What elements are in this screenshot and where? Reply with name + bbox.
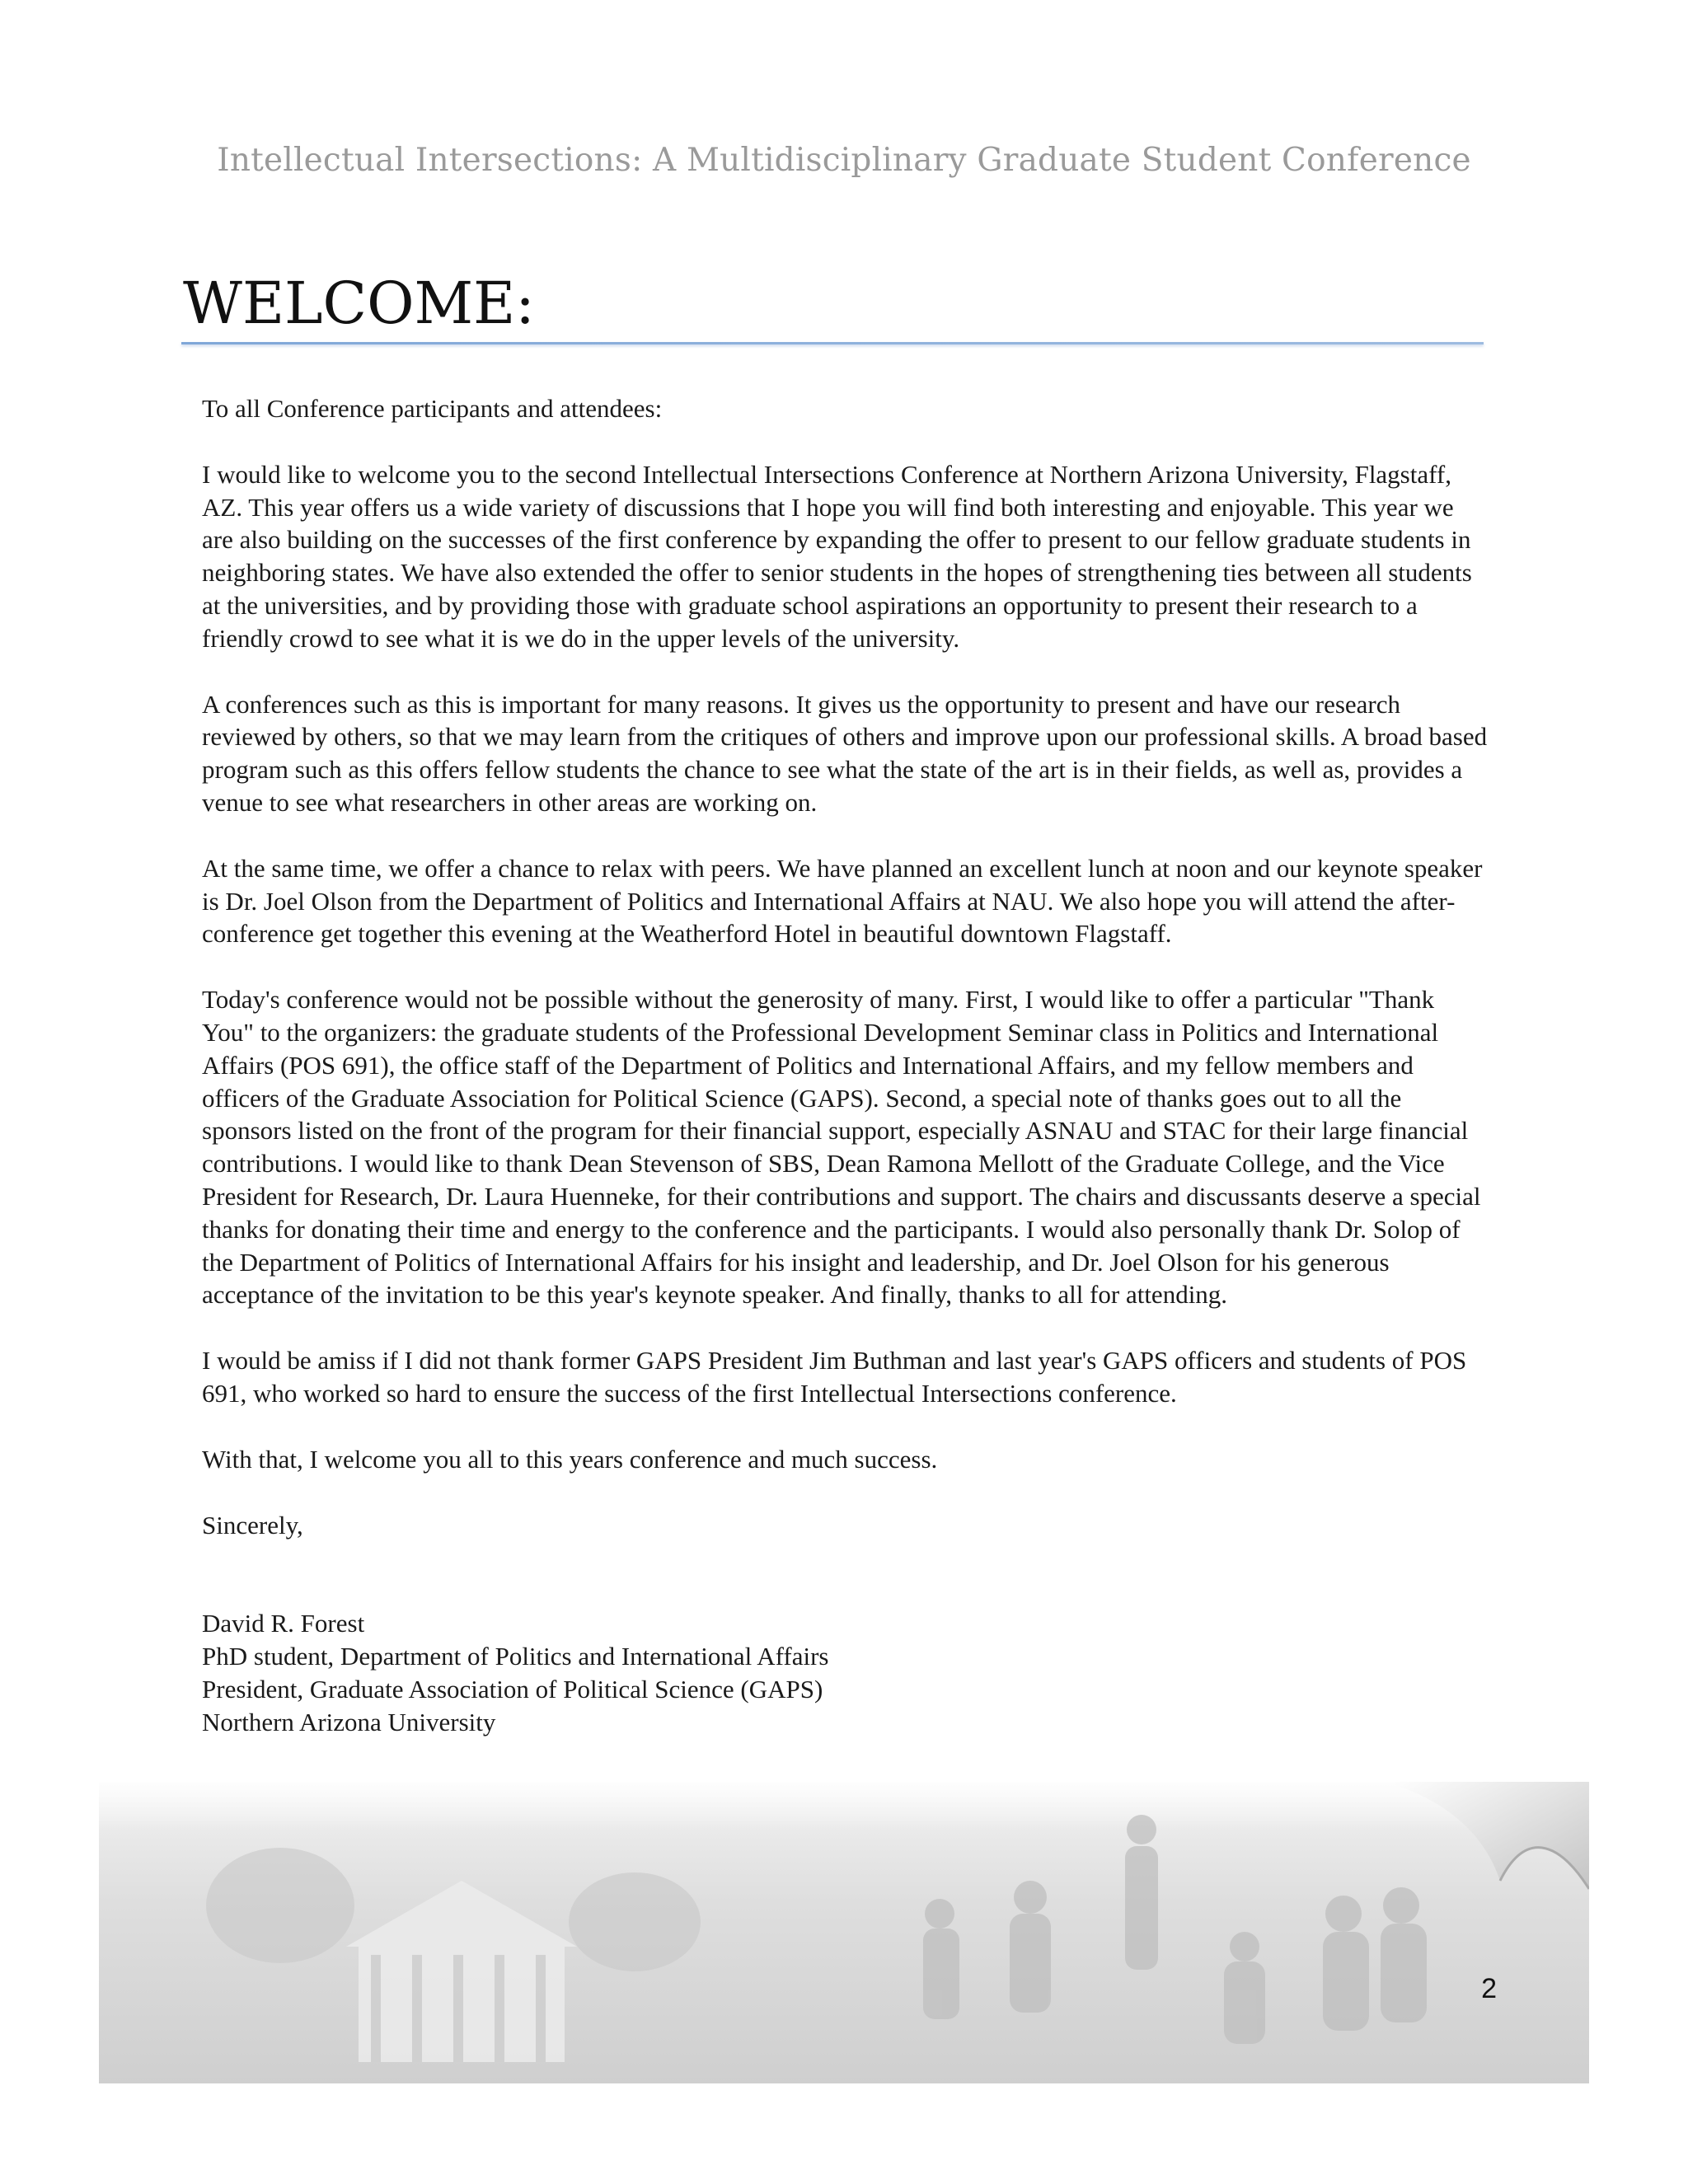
footer-decoration (99, 1782, 1589, 2083)
signature-title: PhD student, Department of Politics and International Affairs (202, 1642, 829, 1671)
letter-closing: Sincerely, (202, 1510, 303, 1540)
letter-paragraph: With that, I welcome you all to this years conference and much success. (202, 1444, 938, 1474)
signature-affiliation: Northern Arizona University (202, 1707, 496, 1736)
footer-photo-band (99, 1782, 1589, 2083)
letter-paragraph: I would be amiss if I did not thank former GAPS President Jim Buthman and last year's GAPS officers and students of POS 691, who worked so hard to ensure the success of the first Intellectual Intersections conference. (202, 1346, 1467, 1408)
letter-paragraph: Today's conference would not be possible without the generosity of many. First, I would like to offer a particular "Thank You" to the organizers: the graduate students of the Professional Development Seminar class in Politics and International Affairs (POS 691), the office staff of the Department of Politics and International Affairs, and my fellow members and officers of the Graduate Association for Political Science (GAPS). Second, a special note of thanks goes out to all the sponsors listed on the front of the program for their financial support, especially ASNAU and STAC for their large financial contributions. I would like to thank Dean Stevenson of SBS, Dean Ramona Mellott of the Graduate College, and the Vice President for Research, Dr. Laura Huenneke, for their contributions and support. The chairs and discussants deserve a special thanks for donating their time and energy to the conference and the participants. I would also personally thank Dr. Solop of the Department of Politics of International Affairs for his insight and leadership, and Dr. Joel Olson for his generous acceptance of the invitation to be this year's keynote speaker. And finally, thanks to all for attending. (202, 985, 1481, 1310)
letter-paragraph: I would like to welcome you to the second Intellectual Intersections Conference at Northern Arizona University, Flagstaff, AZ. This year offers us a wide variety of discussions that I hope you will find both interesting and enjoyable. This year we are also building on the successes of the first conference by expanding the offer to present to our fellow graduate students in neighboring states. We have also extended the offer to senior students in the hopes of strengthening ties between all students at the universities, and by providing those with graduate school aspirations an opportunity to present their research to a friendly crowd to see what it is we do in the upper levels of the university. (202, 459, 1472, 653)
running-header: Intellectual Intersections: A Multidisciplinary Graduate Student Conference (217, 142, 1471, 179)
page-number: 2 (1481, 1973, 1497, 2004)
welcome-letter (202, 392, 1488, 1739)
page-title: WELCOME: (183, 269, 535, 337)
signature-block (202, 1607, 1488, 1738)
title-underline (181, 342, 1484, 344)
signature-name: David R. Forest (202, 1609, 365, 1638)
letter-greeting: To all Conference participants and attendees: (202, 394, 663, 423)
letter-paragraph: A conferences such as this is important for many reasons. It gives us the opportunity to present and have our research reviewed by others, so that we may learn from the critiques of others and improve upon our professional skills. A broad based program such as this offers fellow students the chance to see what the state of the art is in their fields, as well as, provides a venue to see what researchers in other areas are working on. (202, 689, 1488, 817)
letter-paragraph: At the same time, we offer a chance to relax with peers. We have planned an excellent lunch at noon and our keynote speaker is Dr. Joel Olson from the Department of Politics and International Affairs at NAU. We also hope you will attend the after-conference get together this evening at the Weatherford Hotel in beautiful downtown Flagstaff. (202, 853, 1483, 949)
signature-role: President, Graduate Association of Political Science (GAPS) (202, 1674, 823, 1704)
